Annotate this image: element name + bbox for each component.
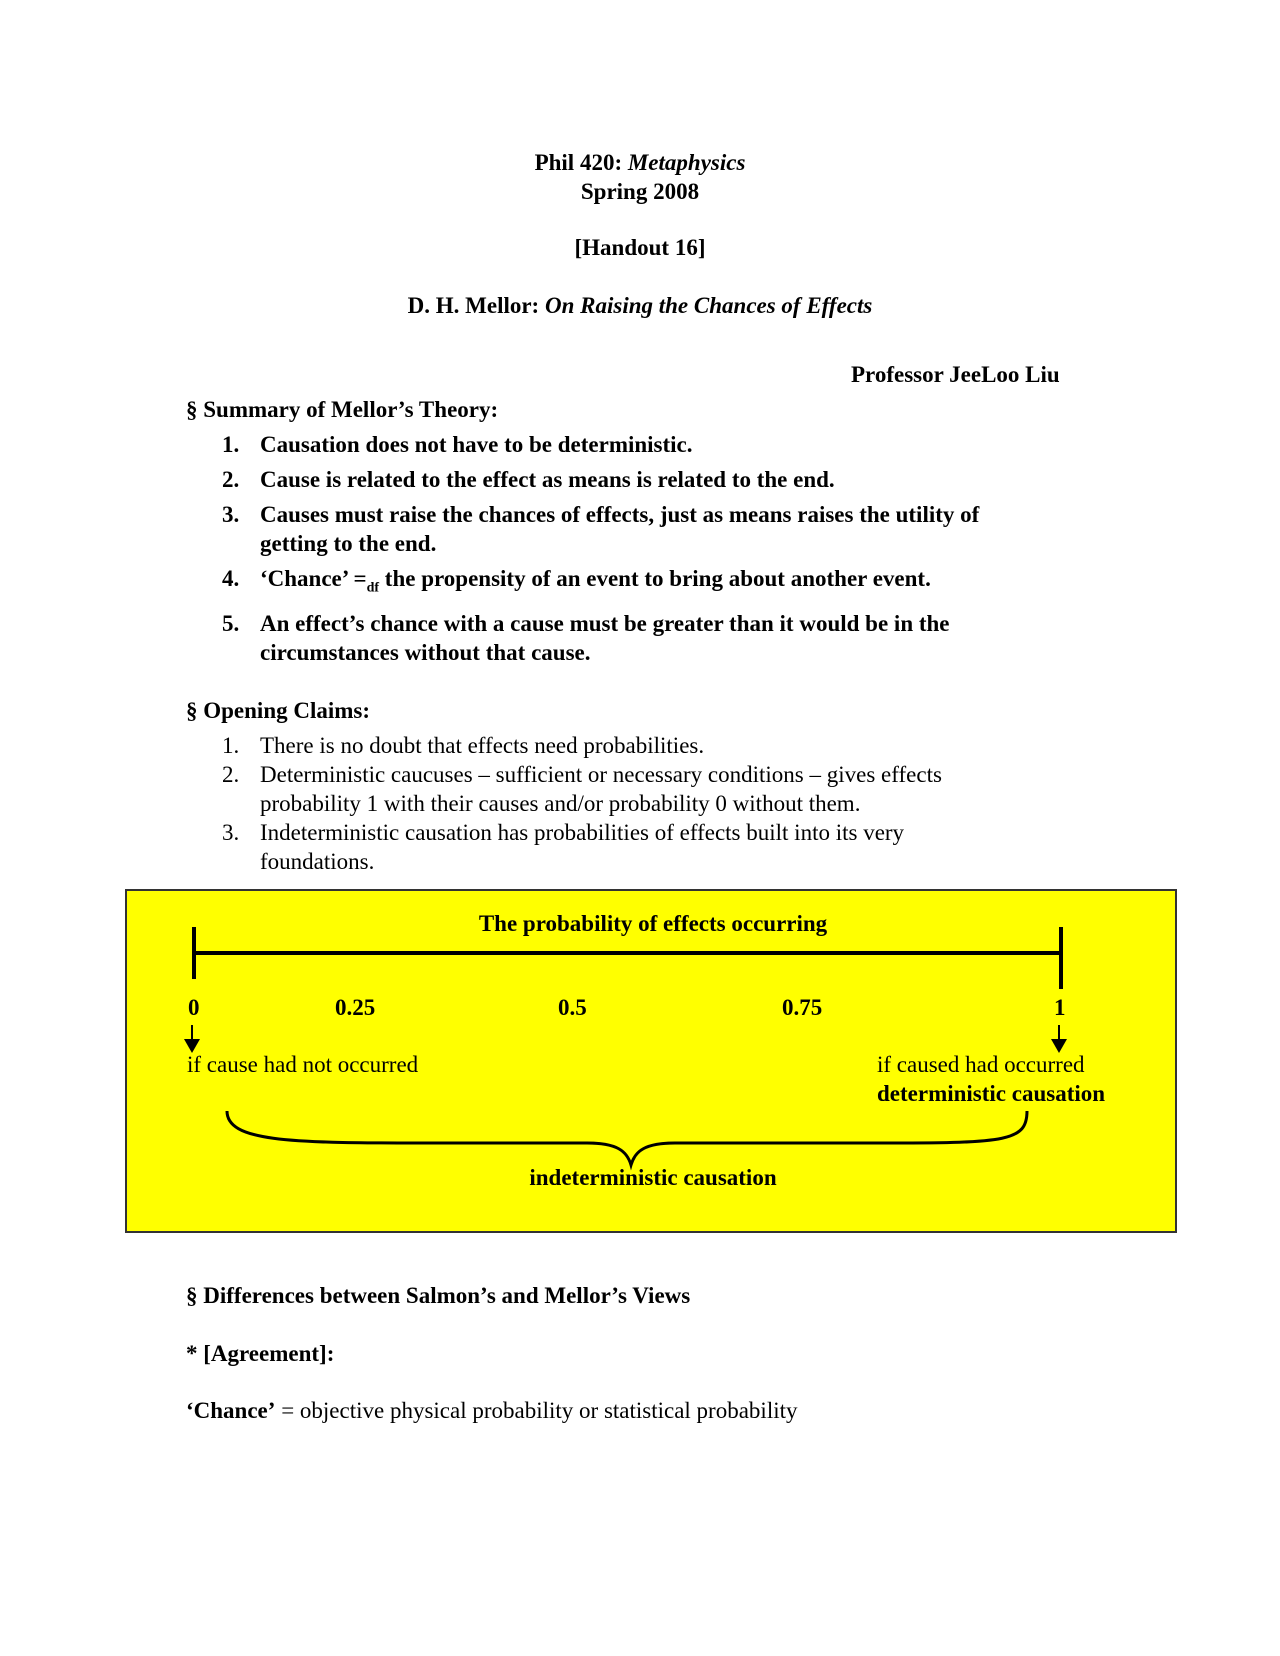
agreement-heading: * [Agreement]: <box>186 1341 335 1366</box>
list-item: 3. Indeterministic causation has probabilities of effects built into its very foundations. <box>222 820 905 874</box>
chance-term: ‘Chance’ <box>186 1398 276 1423</box>
diagram-title: The probability of effects occurring <box>478 911 828 936</box>
list-item: 2. Deterministic caucuses – sufficient or necessary conditions – gives effects probability 1 with their causes and/or probability 0 without them. <box>222 762 942 816</box>
chance-definition <box>186 1398 798 1424</box>
probability-diagram <box>125 889 1177 1233</box>
work-title: On Raising the Chances of Effects <box>544 293 873 318</box>
course-code: Phil 420: <box>534 150 623 175</box>
list-item: 1. There is no doubt that effects need probabilities. <box>222 733 705 758</box>
tick-label: 0.25 <box>335 995 376 1020</box>
summary-heading: § Summary of Mellor’s Theory: <box>186 397 499 422</box>
author: D. H. Mellor: <box>407 293 540 318</box>
right-label: if caused had occurred <box>877 1052 1085 1077</box>
down-arrow-icon <box>1051 1039 1067 1053</box>
tick-label: 0 <box>188 995 200 1020</box>
opening-heading: § Opening Claims: <box>186 698 371 723</box>
tick-label: 0.5 <box>558 995 587 1020</box>
right-label-bold: deterministic causation <box>877 1081 1106 1106</box>
course-title <box>0 150 1280 176</box>
left-label: if cause had not occurred <box>187 1052 419 1077</box>
differences-heading: § Differences between Salmon’s and Mellor’s Views <box>186 1283 691 1308</box>
summary-list <box>222 430 979 673</box>
list-item: 5. An effect’s chance with a cause must be greater than it would be in the circumstances without that cause. <box>222 610 950 665</box>
brace-shape <box>227 1111 1027 1165</box>
reading-title <box>0 293 1280 319</box>
opening-list <box>222 731 942 876</box>
list-item: 3. Causes must raise the chances of effects, just as means raises the utility of getting to the end. <box>222 502 980 556</box>
list-item: 1. Causation does not have to be deterministic. <box>222 432 693 457</box>
chance-def: = objective physical probability or statistical probability <box>275 1398 798 1423</box>
course-name: Metaphysics <box>627 150 746 175</box>
down-arrow-icon <box>184 1039 200 1053</box>
list-item: 2. Cause is related to the effect as means is related to the end. <box>222 467 835 492</box>
professor-name: Professor JeeLoo Liu <box>851 362 1060 387</box>
term: Spring 2008 <box>580 179 700 204</box>
tick-label: 1 <box>1054 995 1066 1020</box>
brace-label: indeterministic causation <box>529 1165 777 1190</box>
tick-label: 0.75 <box>782 995 823 1020</box>
handout-number: [Handout 16] <box>574 235 706 260</box>
list-item: 4. ‘Chance’ $=_{df}$ the propensity of an event to bring about another event. <box>222 566 931 596</box>
